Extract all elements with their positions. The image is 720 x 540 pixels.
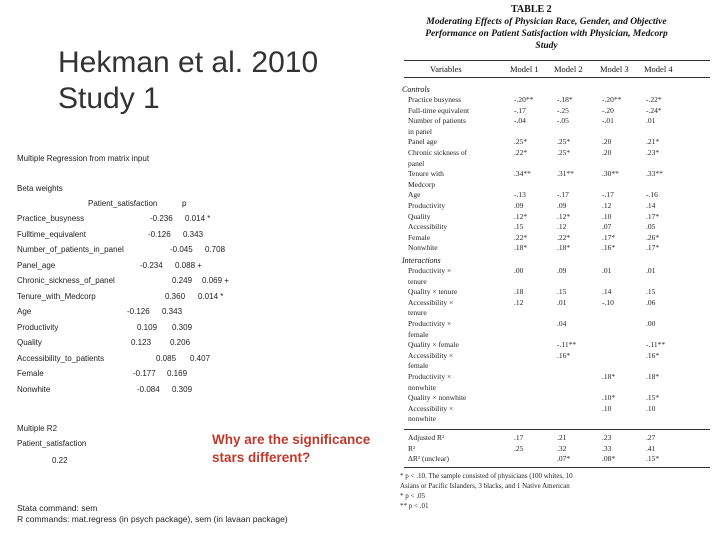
fit-row-label: R²: [408, 443, 416, 453]
row-label: Productivity: [17, 322, 59, 332]
table-cell: .25*: [557, 137, 571, 147]
section-interactions: Interactions: [402, 256, 441, 265]
table-row-label: Quality × female: [408, 340, 459, 350]
row-beta: -0.045: [170, 245, 193, 254]
row-p: 0.309: [172, 384, 193, 394]
table-note: Asians or Pacific Islanders, 3 blacks, and 1 Native American: [400, 481, 570, 490]
r2-heading: Multiple R2: [17, 424, 58, 433]
table-cell: .12: [514, 297, 524, 307]
table-cell: -.20: [602, 105, 614, 115]
table-row-label: Practice busyness: [408, 95, 462, 104]
table-cell: .25*: [514, 137, 528, 147]
table-cell: -.22*: [646, 95, 662, 104]
table-note: * p < .10. The sample consisted of physicians (100 whites, 10: [400, 471, 573, 480]
title-line-1: Hekman et al. 2010: [58, 46, 319, 79]
table-cell: .17*: [646, 243, 660, 253]
table-cell: -.25: [557, 105, 569, 115]
table-cell: .32: [557, 443, 567, 453]
table-cell: .25: [514, 443, 524, 453]
column-header: Model 2: [554, 64, 583, 74]
column-header: Model 4: [644, 64, 673, 74]
table-cell: .01: [646, 116, 656, 126]
slide-title: [58, 45, 318, 117]
column-header: Model 1: [510, 64, 539, 74]
row-p: 0.343: [183, 229, 204, 239]
table-cell: -.04: [514, 116, 526, 126]
row-p: 0.708: [205, 245, 226, 254]
row-p: 0.343: [162, 307, 183, 316]
table-cell: .07: [602, 222, 612, 232]
table-cell: .23*: [646, 148, 660, 157]
r2-value: 0.22: [52, 456, 68, 465]
table-cell: .25*: [557, 148, 571, 157]
table-cell: .15: [557, 287, 567, 297]
table-cell: .10: [602, 211, 612, 221]
table-cell: .22*: [557, 232, 571, 242]
row-beta: -0.126: [148, 229, 171, 239]
fit-row-label: Adjusted R²: [408, 433, 445, 442]
beta-heading: Beta weights: [17, 184, 63, 193]
row-beta: 0.360: [165, 291, 186, 301]
table-cell: .18*: [602, 372, 616, 381]
row-p: 0.169: [167, 369, 188, 378]
row-beta: -0.084: [137, 384, 160, 394]
table-cell: .10: [646, 403, 656, 413]
question-callout: Why are the significance stars different?: [212, 432, 371, 465]
table-cell: .12*: [514, 211, 528, 221]
table-cell: .01: [557, 297, 567, 307]
table-row-label: Quality × tenure: [408, 287, 458, 297]
row-label: Number_of_patients_in_panel: [17, 245, 124, 254]
table-row-label: tenure: [408, 276, 427, 286]
table-cell: .16*: [557, 350, 571, 360]
table-cell: -.11**: [557, 340, 577, 350]
table-cell: -.17: [557, 190, 569, 200]
row-label: Quality: [17, 338, 42, 347]
table-cell: .01: [646, 266, 656, 275]
row-label: Nonwhite: [17, 384, 51, 394]
table-cell: .15*: [646, 454, 660, 463]
table-row-label: nonwhite: [408, 414, 436, 424]
table-cell: .06: [646, 297, 656, 307]
table-cell: .22*: [514, 148, 528, 157]
table-cell: .00: [646, 319, 656, 328]
stata-command: Stata command: sem: [17, 503, 98, 513]
regression-heading: Multiple Regression from matrix input: [17, 154, 150, 163]
rule-top: [404, 60, 710, 61]
table-row-label: panel: [408, 158, 425, 168]
table-cell: .09: [514, 201, 524, 210]
table-row-label: Number of patients: [408, 116, 466, 126]
table-cell: .12: [602, 201, 612, 210]
table-cell: -.01: [602, 116, 614, 126]
table-cell: .17: [514, 433, 524, 442]
table-row-label: nonwhite: [408, 382, 436, 392]
table-cell: .16*: [646, 350, 660, 360]
row-beta: 0.085: [156, 353, 177, 363]
column-header: Model 3: [600, 64, 629, 74]
table-row-label: Accessibility ×: [408, 403, 454, 413]
table-cell: .04: [557, 319, 567, 328]
table-cell: .21: [557, 433, 567, 442]
table-cell: .23: [602, 433, 612, 442]
row-label: Tenure_with_Medcorp: [17, 291, 96, 301]
table-row-label: Panel age: [408, 137, 437, 147]
table-cell: .21*: [646, 137, 660, 147]
table-cell: .01: [602, 266, 612, 275]
table-row-label: Quality: [408, 211, 431, 221]
row-label: Accessibility_to_patients: [17, 353, 105, 363]
table-cell: .20: [602, 137, 612, 147]
row-beta: -0.234: [140, 260, 163, 270]
table-cell: -.05: [557, 116, 569, 126]
table-cell: .26*: [646, 232, 660, 242]
table-cell: .33**: [646, 169, 663, 179]
table-row-label: Age: [408, 190, 421, 200]
table-cell: .30**: [602, 169, 619, 179]
rule-header: [404, 77, 710, 78]
section-controls: Controls: [402, 85, 430, 94]
row-p: 0.206: [170, 338, 191, 347]
fit-row-label: ΔR² (unclear): [408, 454, 450, 463]
table-cell: .09: [557, 201, 567, 210]
table-row-label: Female: [408, 232, 431, 242]
table-row-label: in panel: [408, 126, 432, 136]
row-p: 0.014 *: [198, 291, 224, 301]
table-cell: .20: [602, 148, 612, 157]
table-cell: .12*: [557, 211, 571, 221]
table-row-label: Accessibility ×: [408, 297, 454, 307]
table-cell: .12: [557, 222, 567, 232]
rule-fit: [404, 429, 710, 430]
rule-bottom: [404, 467, 710, 468]
table-caption: Moderating Effects of Physician Race, Gender, and Objective Performance on Patient Satisfaction with Physician, Medcorp Study: [425, 17, 668, 51]
table-cell: .10: [602, 403, 612, 413]
table-note: ** p < .01: [400, 501, 429, 510]
table-cell: -.18*: [557, 95, 573, 104]
table-note: * p < .05: [400, 491, 425, 500]
row-label: Panel_age: [17, 260, 56, 270]
table-cell: .14: [646, 201, 656, 210]
published-table: [396, 2, 716, 538]
row-beta: -0.236: [150, 214, 173, 223]
r2-label: Patient_satisfaction: [17, 439, 87, 448]
row-label: Female: [17, 369, 44, 378]
row-p: 0.407: [190, 353, 211, 363]
table-row-label: Nonwhite: [408, 243, 438, 253]
table-cell: .15: [514, 222, 524, 232]
table-row-label: Tenure with: [408, 169, 444, 179]
table-cell: .17*: [602, 232, 616, 242]
table-cell: .22*: [514, 232, 528, 242]
table-cell: .34**: [514, 169, 531, 179]
table-row-label: Accessibility ×: [408, 350, 454, 360]
table-cell: .31**: [557, 169, 574, 179]
table-cell: .15: [646, 287, 656, 297]
table-cell: -.10: [602, 297, 614, 307]
table-cell: .18*: [646, 372, 660, 381]
row-beta: 0.249: [172, 276, 193, 285]
table-row-label: Quality × nonwhite: [408, 393, 467, 403]
table-cell: .16*: [602, 243, 616, 253]
title-line-2: Study 1: [58, 82, 160, 115]
table-cell: -.20**: [602, 95, 622, 104]
table-row-label: Productivity ×: [408, 319, 452, 328]
row-p: 0.309: [172, 322, 193, 332]
row-p: 0.069 +: [202, 276, 229, 285]
table-cell: .09: [557, 266, 567, 275]
table-cell: .08*: [602, 454, 616, 463]
table-cell: -.24*: [646, 105, 662, 115]
table-cell: .41: [646, 443, 656, 453]
table-cell: -.20**: [514, 95, 534, 104]
table-row-label: female: [408, 329, 429, 339]
row-label: Practice_busyness: [17, 214, 85, 223]
column-header: Variables: [430, 64, 462, 74]
table-row-label: Medcorp: [408, 179, 436, 189]
row-label: Fulltime_equivalent: [17, 229, 86, 239]
table-cell: .18*: [514, 243, 528, 253]
col-header-p: p: [182, 199, 187, 208]
table-cell: -.11**: [646, 340, 666, 350]
table-cell: -.16: [646, 190, 658, 200]
table-cell: .15*: [646, 393, 660, 403]
table-cell: .05: [646, 222, 656, 232]
table-cell: -.17: [602, 190, 614, 200]
table-row-label: tenure: [408, 308, 427, 318]
table-cell: .07*: [557, 454, 571, 463]
table-label: TABLE 2: [511, 4, 552, 15]
row-label: Age: [17, 307, 32, 316]
table-cell: .33: [602, 443, 612, 453]
row-beta: 0.109: [137, 322, 158, 332]
row-beta: 0.123: [131, 338, 152, 347]
table-row-label: female: [408, 361, 429, 371]
row-label: Chronic_sickness_of_panel: [17, 276, 115, 285]
row-beta: -0.126: [127, 307, 150, 316]
row-beta: -0.177: [133, 369, 156, 378]
table-cell: -.17: [514, 105, 526, 115]
table-cell: .18*: [557, 243, 571, 253]
command-notes: [17, 503, 288, 525]
table-row-label: Full-time equivalent: [408, 105, 470, 115]
table-cell: .00: [514, 266, 524, 275]
table-cell: .17*: [646, 211, 660, 221]
table-row-label: Accessibility: [408, 222, 448, 232]
table-cell: .18: [514, 287, 524, 297]
table-row-label: Productivity ×: [408, 266, 452, 275]
table-row-label: Productivity: [408, 201, 446, 210]
table-cell: .10*: [602, 393, 616, 403]
col-header-satisfaction: Patient_satisfaction: [88, 199, 158, 208]
table-cell: -.13: [514, 190, 526, 200]
row-p: 0.088 +: [175, 260, 202, 270]
table-row-label: Chronic sickness of: [408, 148, 468, 157]
table-row-label: Productivity ×: [408, 372, 452, 381]
table-cell: .14: [602, 287, 612, 297]
r-commands: R commands: mat.regress (in psych package), sem (in lavaan package): [17, 514, 288, 524]
table-cell: .27: [646, 433, 656, 442]
row-p: 0.014 *: [185, 214, 211, 223]
